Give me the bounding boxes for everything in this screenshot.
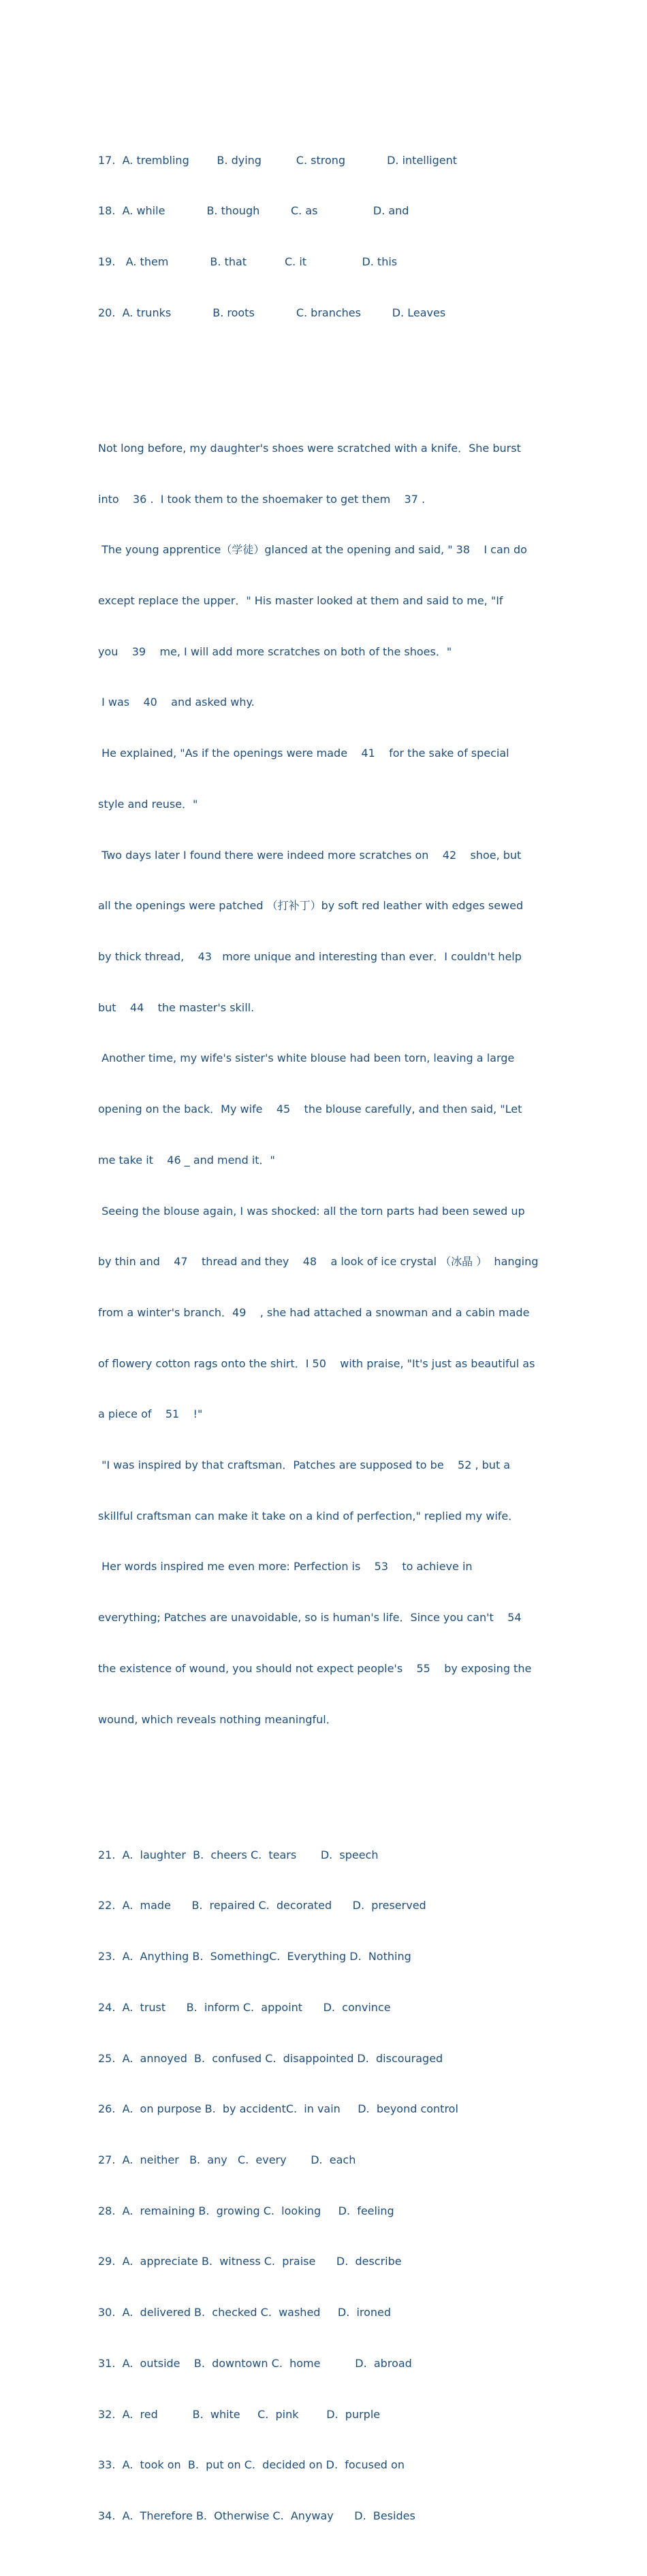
passage-line: the existence of wound, you should not expect people's 55 by exposing the <box>98 1661 532 1675</box>
passage-line: by thin and 47 thread and they 48 a look of ice crystal （冰晶 ） hanging <box>98 1255 539 1269</box>
option-line: 27. A. neither B. any C. every D. each <box>98 2153 356 2166</box>
option-line: 25. A. annoyed B. confused C. disappointed D. discouraged <box>98 2051 443 2065</box>
option-line: 23. A. Anything B. SomethingC. Everything D. Nothing <box>98 1950 411 1963</box>
passage-line: except replace the upper．" His master looked at them and said to me, "If <box>98 594 503 608</box>
passage-line: skillful craftsman can make it take on a kind of perfection," replied my wife． <box>98 1509 520 1522</box>
passage-line: you 39 me, I will add more scratches on both of the shoes．" <box>98 645 452 658</box>
option-line: 34. A. Therefore B. Otherwise C. Anyway D. Besides <box>98 2509 415 2522</box>
passage-line: all the openings were patched （打补丁）by soft red leather with edges sewed <box>98 899 524 913</box>
passage-block <box>98 406 554 1762</box>
passage-line: Not long before, my daughter's shoes were scratched with a knife．She burst <box>98 441 521 455</box>
passage-line: a piece of 51 !" <box>98 1407 203 1421</box>
option-line: 19. A. them B. that C. it D. this <box>98 255 398 269</box>
options-block-top <box>98 118 554 356</box>
option-line: 30. A. delivered B. checked C. washed D. ironed <box>98 2306 392 2319</box>
passage-line: of flowery cotton rags onto the shirt．I 50 with praise, "It's just as beautiful as <box>98 1356 535 1370</box>
option-line: 33. A. took on B. put on C. decided on D. focused on <box>98 2458 405 2472</box>
passage-line: I was 40 and asked why. <box>98 696 255 709</box>
option-line: 18. A. while B. though C. as D. and <box>98 204 409 218</box>
option-line: 29. A. appreciate B. witness C. praise D. describe <box>98 2255 402 2268</box>
option-line: 32. A. red B. white C. pink D. purple <box>98 2407 381 2421</box>
passage-line: but 44 the master's skill. <box>98 1000 255 1014</box>
option-line: 20. A. trunks B. roots C. branches D. Leaves <box>98 306 446 319</box>
passage-line: into 36 . I took them to the shoemaker to get them 37 . <box>98 492 426 506</box>
document-page <box>98 84 554 2576</box>
passage-line: Another time, my wife's sister's white blouse had been torn, leaving a large <box>98 1051 515 1065</box>
passage-line: wound, which reveals nothing meaningful． <box>98 1712 337 1726</box>
passage-line: opening on the back．My wife 45 the blouse carefully, and then said, "Let <box>98 1103 522 1116</box>
options-block-bottom <box>98 1813 554 2559</box>
passage-line: He explained, "As if the openings were made 41 for the sake of special <box>98 747 509 760</box>
passage-line: by thick thread, 43 more unique and interesting than ever．I couldn't help <box>98 950 522 963</box>
passage-line: Her words inspired me even more: Perfection is 53 to achieve in <box>98 1560 473 1574</box>
option-line: 17. A. trembling B. dying C. strong D. intelligent <box>98 153 458 167</box>
option-line: 22. A. made B. repaired C. decorated D. preserved <box>98 1899 426 1912</box>
option-line: 24. A. trust B. inform C. appoint D. convince <box>98 2000 391 2014</box>
passage-line: Two days later I found there were indeed more scratches on 42 shoe, but <box>98 848 522 862</box>
passage-line: everything; Patches are unavoidable, so is human's life．Since you can't 54 <box>98 1611 522 1625</box>
passage-line: The young apprentice（学徒）glanced at the opening and said, " 38 I can do <box>98 543 527 557</box>
passage-line: from a winter's branch．49 , she had attached a snowman and a cabin made <box>98 1305 530 1319</box>
option-line: 31. A. outside B. downtown C. home D. abroad <box>98 2356 412 2370</box>
passage-line: style and reuse．" <box>98 797 198 811</box>
passage-line: Seeing the blouse again, I was shocked: all the torn parts had been sewed up <box>98 1204 525 1218</box>
passage-line: "I was inspired by that craftsman．Patches are supposed to be 52 , but a <box>98 1458 511 1472</box>
option-line: 28. A. remaining B. growing C. looking D. feeling <box>98 2204 394 2217</box>
option-line: 26. A. on purpose B. by accidentC. in vain D. beyond control <box>98 2102 458 2116</box>
option-line: 21. A. laughter B. cheers C. tears D. speech <box>98 1848 379 1861</box>
passage-line: me take it 46 _ and mend it．" <box>98 1153 275 1167</box>
